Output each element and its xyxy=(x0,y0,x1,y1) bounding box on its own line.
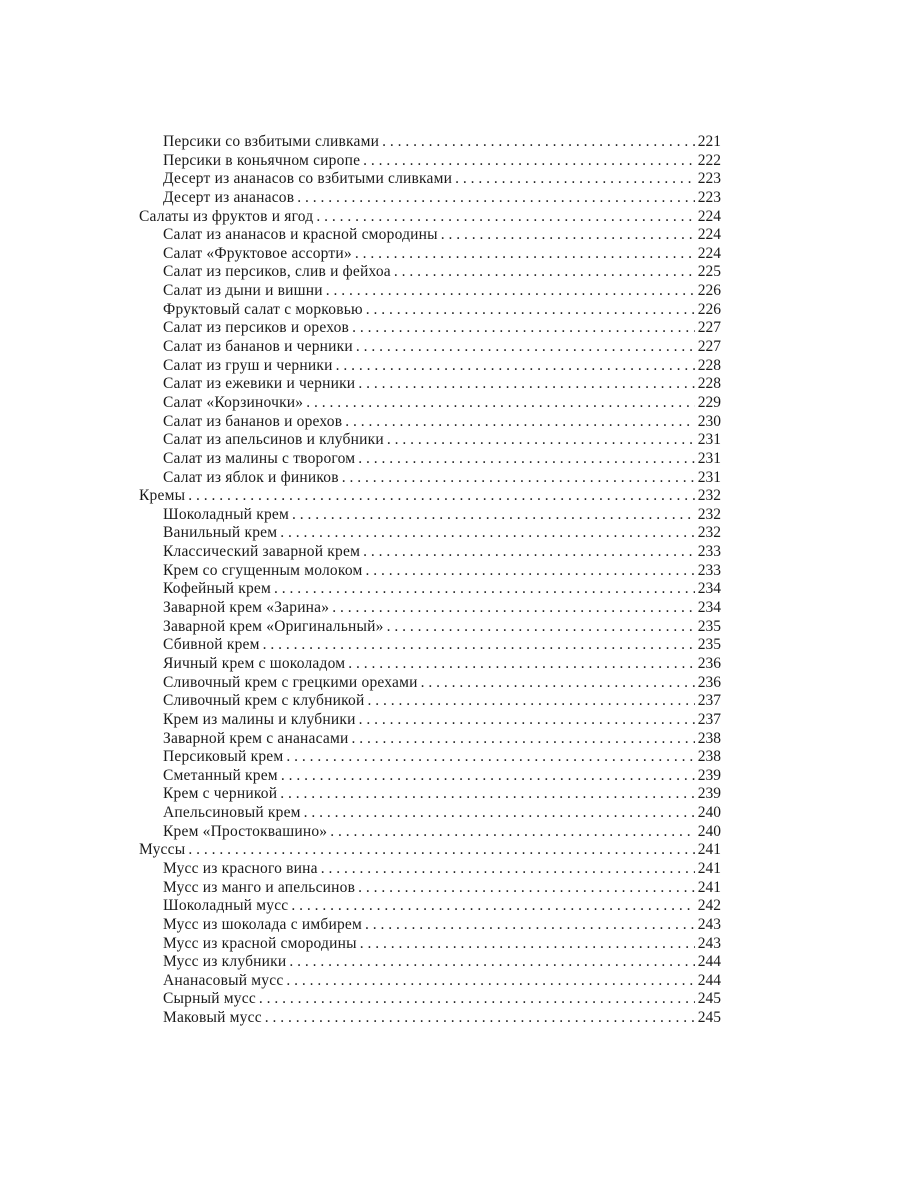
toc-subentry xyxy=(139,413,721,432)
toc-subentry xyxy=(139,431,721,450)
toc-dot-leader xyxy=(280,785,695,804)
toc-dot-leader xyxy=(358,450,694,469)
toc-entry-page-number: 227 xyxy=(697,319,721,337)
toc-entry-title: Крем «Простоквашино» xyxy=(163,822,328,840)
toc-dot-leader xyxy=(352,319,695,338)
toc-dot-leader xyxy=(280,524,694,543)
toc-entry-title: Яичный крем с шоколадом xyxy=(163,654,346,672)
toc-entry-page-number: 229 xyxy=(697,393,721,411)
toc-subentry xyxy=(139,692,721,711)
toc-entry-page-number: 231 xyxy=(697,449,721,467)
toc-entry-title: Кремы xyxy=(139,487,186,505)
toc-entry-page-number: 222 xyxy=(697,151,721,169)
toc-dot-leader xyxy=(336,357,695,376)
toc-entry-title: Кофейный крем xyxy=(163,580,271,598)
toc-section-entry xyxy=(139,487,721,506)
toc-subentry xyxy=(139,860,721,879)
toc-dot-leader xyxy=(366,562,695,581)
toc-dot-leader xyxy=(281,767,695,786)
toc-dot-leader xyxy=(274,580,695,599)
toc-entry-title: Сливочный крем с грецкими орехами xyxy=(163,673,418,691)
toc-dot-leader xyxy=(188,841,694,860)
toc-dot-leader xyxy=(363,152,695,171)
toc-subentry xyxy=(139,972,721,991)
toc-section-entry xyxy=(139,208,721,227)
toc-subentry xyxy=(139,375,721,394)
toc-dot-leader xyxy=(306,394,694,413)
toc-dot-leader xyxy=(292,506,695,525)
toc-entry-title: Салат из апельсинов и клубники xyxy=(163,431,384,449)
toc-entry-title: Персики со взбитыми сливками xyxy=(163,133,380,150)
toc-subentry xyxy=(139,189,721,208)
toc-dot-leader xyxy=(342,469,695,488)
toc-dot-leader xyxy=(332,599,695,618)
toc-subentry xyxy=(139,580,721,599)
toc-entry-title: Шоколадный крем xyxy=(163,505,290,523)
toc-entry-page-number: 235 xyxy=(697,617,721,635)
toc-entry-title: Фруктовый салат с морковью xyxy=(163,300,363,318)
toc-entry-title: Салат из персиков, слив и фейхоа xyxy=(163,263,391,281)
toc-entry-page-number: 224 xyxy=(697,244,721,262)
toc-entry-title: Персиковый крем xyxy=(163,748,284,766)
toc-subentry xyxy=(139,245,721,264)
toc-subentry xyxy=(139,730,721,749)
toc-entry-title: Салат «Корзиночки» xyxy=(163,393,304,411)
toc-subentry xyxy=(139,133,721,152)
toc-entry-page-number: 221 xyxy=(697,133,721,150)
toc-subentry xyxy=(139,767,721,786)
toc-entry-title: Ванильный крем xyxy=(163,524,278,542)
toc-entry-title: Салат из бананов и черники xyxy=(163,338,353,356)
toc-entry-title: Мусс из красной смородины xyxy=(163,934,357,952)
toc-entry-page-number: 244 xyxy=(697,971,721,989)
toc-entry-page-number: 228 xyxy=(697,356,721,374)
toc-subentry xyxy=(139,916,721,935)
toc-entry-title: Салат из персиков и орехов xyxy=(163,319,350,337)
toc-entry-title: Салат из яблок и фиников xyxy=(163,468,339,486)
toc-entry-title: Ананасовый мусс xyxy=(163,971,284,989)
toc-entry-title: Салат из ежевики и черники xyxy=(163,375,356,393)
toc-dot-leader xyxy=(394,263,695,282)
toc-subentry xyxy=(139,524,721,543)
toc-dot-leader xyxy=(348,655,695,674)
toc-entry-page-number: 236 xyxy=(697,654,721,672)
toc-subentry xyxy=(139,263,721,282)
toc-entry-title: Классический заварной крем xyxy=(163,543,361,561)
toc-entry-page-number: 233 xyxy=(697,561,721,579)
toc-entry-title: Крем со сгущенным молоком xyxy=(163,561,363,579)
toc-subentry xyxy=(139,785,721,804)
toc-dot-leader xyxy=(366,301,695,320)
toc-entry-page-number: 245 xyxy=(697,1009,721,1027)
toc-subentry xyxy=(139,897,721,916)
toc-entry-title: Персики в коньячном сиропе xyxy=(163,151,361,169)
toc-subentry xyxy=(139,506,721,525)
toc-subentry xyxy=(139,338,721,357)
toc-dot-leader xyxy=(367,692,694,711)
toc-subentry xyxy=(139,655,721,674)
toc-dot-leader xyxy=(316,208,694,227)
table-of-contents xyxy=(139,133,721,1028)
toc-dot-leader xyxy=(326,282,695,301)
toc-dot-leader xyxy=(330,823,695,842)
toc-entry-title: Салат из ананасов и красной смородины xyxy=(163,226,438,244)
toc-dot-leader xyxy=(259,990,695,1009)
toc-entry-page-number: 245 xyxy=(697,990,721,1008)
toc-entry-title: Салат из дыни и вишни xyxy=(163,282,323,300)
toc-entry-page-number: 230 xyxy=(697,412,721,430)
toc-entry-page-number: 234 xyxy=(697,599,721,617)
toc-entry-page-number: 241 xyxy=(697,859,721,877)
toc-entry-page-number: 235 xyxy=(697,636,721,654)
toc-dot-leader xyxy=(351,730,694,749)
toc-dot-leader xyxy=(363,543,695,562)
toc-entry-title: Сметанный крем xyxy=(163,766,278,784)
toc-entry-page-number: 241 xyxy=(697,841,721,859)
toc-subentry xyxy=(139,1009,721,1028)
toc-dot-leader xyxy=(286,748,694,767)
toc-subentry xyxy=(139,357,721,376)
toc-entry-title: Заварной крем «Оригинальный» xyxy=(163,617,384,635)
toc-entry-title: Шоколадный мусс xyxy=(163,897,289,915)
toc-dot-leader xyxy=(289,953,694,972)
toc-entry-page-number: 226 xyxy=(697,300,721,318)
toc-entry-page-number: 224 xyxy=(697,226,721,244)
toc-subentry xyxy=(139,301,721,320)
toc-subentry xyxy=(139,990,721,1009)
toc-subentry xyxy=(139,450,721,469)
toc-dot-leader xyxy=(356,338,695,357)
toc-dot-leader xyxy=(355,245,695,264)
toc-dot-leader xyxy=(304,804,695,823)
toc-subentry xyxy=(139,935,721,954)
toc-entry-title: Салаты из фруктов и ягод xyxy=(139,207,314,225)
toc-dot-leader xyxy=(265,1009,695,1028)
toc-entry-page-number: 242 xyxy=(697,897,721,915)
toc-entry-page-number: 237 xyxy=(697,710,721,728)
toc-dot-leader xyxy=(286,972,694,991)
toc-dot-leader xyxy=(387,431,695,450)
toc-dot-leader xyxy=(291,897,694,916)
toc-dot-leader xyxy=(358,375,694,394)
toc-entry-page-number: 223 xyxy=(697,188,721,206)
toc-entry-page-number: 233 xyxy=(697,543,721,561)
toc-entry-page-number: 228 xyxy=(697,375,721,393)
toc-subentry xyxy=(139,319,721,338)
toc-dot-leader xyxy=(345,413,694,432)
toc-entry-page-number: 243 xyxy=(697,915,721,933)
toc-entry-title: Сливочный крем с клубникой xyxy=(163,692,365,710)
toc-entry-page-number: 226 xyxy=(697,282,721,300)
toc-entry-title: Салат «Фруктовое ассорти» xyxy=(163,244,352,262)
toc-dot-leader xyxy=(365,916,695,935)
toc-entry-page-number: 234 xyxy=(697,580,721,598)
toc-subentry xyxy=(139,711,721,730)
toc-entry-title: Апельсиновый крем xyxy=(163,804,301,822)
toc-entry-page-number: 240 xyxy=(697,822,721,840)
toc-entry-page-number: 239 xyxy=(697,766,721,784)
toc-dot-leader xyxy=(263,636,695,655)
toc-subentry xyxy=(139,226,721,245)
toc-subentry xyxy=(139,394,721,413)
toc-entry-page-number: 231 xyxy=(697,468,721,486)
toc-entry-title: Муссы xyxy=(139,841,186,859)
toc-entry-title: Сбивной крем xyxy=(163,636,260,654)
toc-subentry xyxy=(139,618,721,637)
toc-entry-title: Заварной крем с ананасами xyxy=(163,729,349,747)
toc-entry-title: Салат из груш и черники xyxy=(163,356,333,374)
toc-entry-title: Крем с черникой xyxy=(163,785,278,803)
toc-subentry xyxy=(139,543,721,562)
toc-subentry xyxy=(139,674,721,693)
toc-entry-page-number: 231 xyxy=(697,431,721,449)
toc-subentry xyxy=(139,823,721,842)
toc-entry-page-number: 243 xyxy=(697,934,721,952)
toc-entry-page-number: 232 xyxy=(697,524,721,542)
toc-entry-page-number: 238 xyxy=(697,729,721,747)
toc-dot-leader xyxy=(421,674,695,693)
toc-entry-page-number: 241 xyxy=(697,878,721,896)
toc-entry-title: Салат из малины с творогом xyxy=(163,449,356,467)
toc-subentry xyxy=(139,170,721,189)
toc-entry-title: Мусс из шоколада с имбирем xyxy=(163,915,362,933)
toc-entry-title: Салат из бананов и орехов xyxy=(163,412,343,430)
toc-subentry xyxy=(139,804,721,823)
toc-section-entry xyxy=(139,841,721,860)
toc-entry-page-number: 225 xyxy=(697,263,721,281)
toc-entry-title: Мусс из клубники xyxy=(163,953,287,971)
toc-dot-leader xyxy=(321,860,695,879)
toc-entry-page-number: 236 xyxy=(697,673,721,691)
toc-entry-page-number: 240 xyxy=(697,804,721,822)
toc-entry-page-number: 232 xyxy=(697,505,721,523)
toc-dot-leader xyxy=(297,189,695,208)
toc-subentry xyxy=(139,469,721,488)
toc-entry-title: Сырный мусс xyxy=(163,990,256,1008)
toc-dot-leader xyxy=(358,879,695,898)
toc-entry-title: Заварной крем «Зарина» xyxy=(163,599,330,617)
toc-dot-leader xyxy=(188,487,695,506)
toc-subentry xyxy=(139,152,721,171)
toc-subentry xyxy=(139,599,721,618)
toc-dot-leader xyxy=(441,226,695,245)
toc-entry-title: Десерт из ананасов со взбитыми сливками xyxy=(163,170,453,188)
toc-entry-title: Мусс из красного вина xyxy=(163,859,318,877)
toc-entry-title: Мусс из манго и апельсинов xyxy=(163,878,356,896)
toc-subentry xyxy=(139,953,721,972)
toc-entry-page-number: 238 xyxy=(697,748,721,766)
toc-dot-leader xyxy=(387,618,695,637)
toc-entry-title: Маковый мусс xyxy=(163,1009,262,1027)
toc-entry-page-number: 224 xyxy=(697,207,721,225)
toc-entry-page-number: 232 xyxy=(697,487,721,505)
toc-subentry xyxy=(139,748,721,767)
toc-entry-page-number: 244 xyxy=(697,953,721,971)
toc-dot-leader xyxy=(455,170,695,189)
toc-entry-page-number: 237 xyxy=(697,692,721,710)
toc-subentry xyxy=(139,562,721,581)
toc-subentry xyxy=(139,636,721,655)
toc-dot-leader xyxy=(382,133,695,152)
toc-entry-title: Десерт из ананасов xyxy=(163,188,295,206)
toc-entry-page-number: 239 xyxy=(697,785,721,803)
toc-dot-leader xyxy=(359,711,695,730)
toc-entry-page-number: 223 xyxy=(697,170,721,188)
toc-entry-page-number: 227 xyxy=(697,338,721,356)
toc-subentry xyxy=(139,282,721,301)
toc-subentry xyxy=(139,879,721,898)
toc-dot-leader xyxy=(360,935,695,954)
toc-entry-title: Крем из малины и клубники xyxy=(163,710,356,728)
